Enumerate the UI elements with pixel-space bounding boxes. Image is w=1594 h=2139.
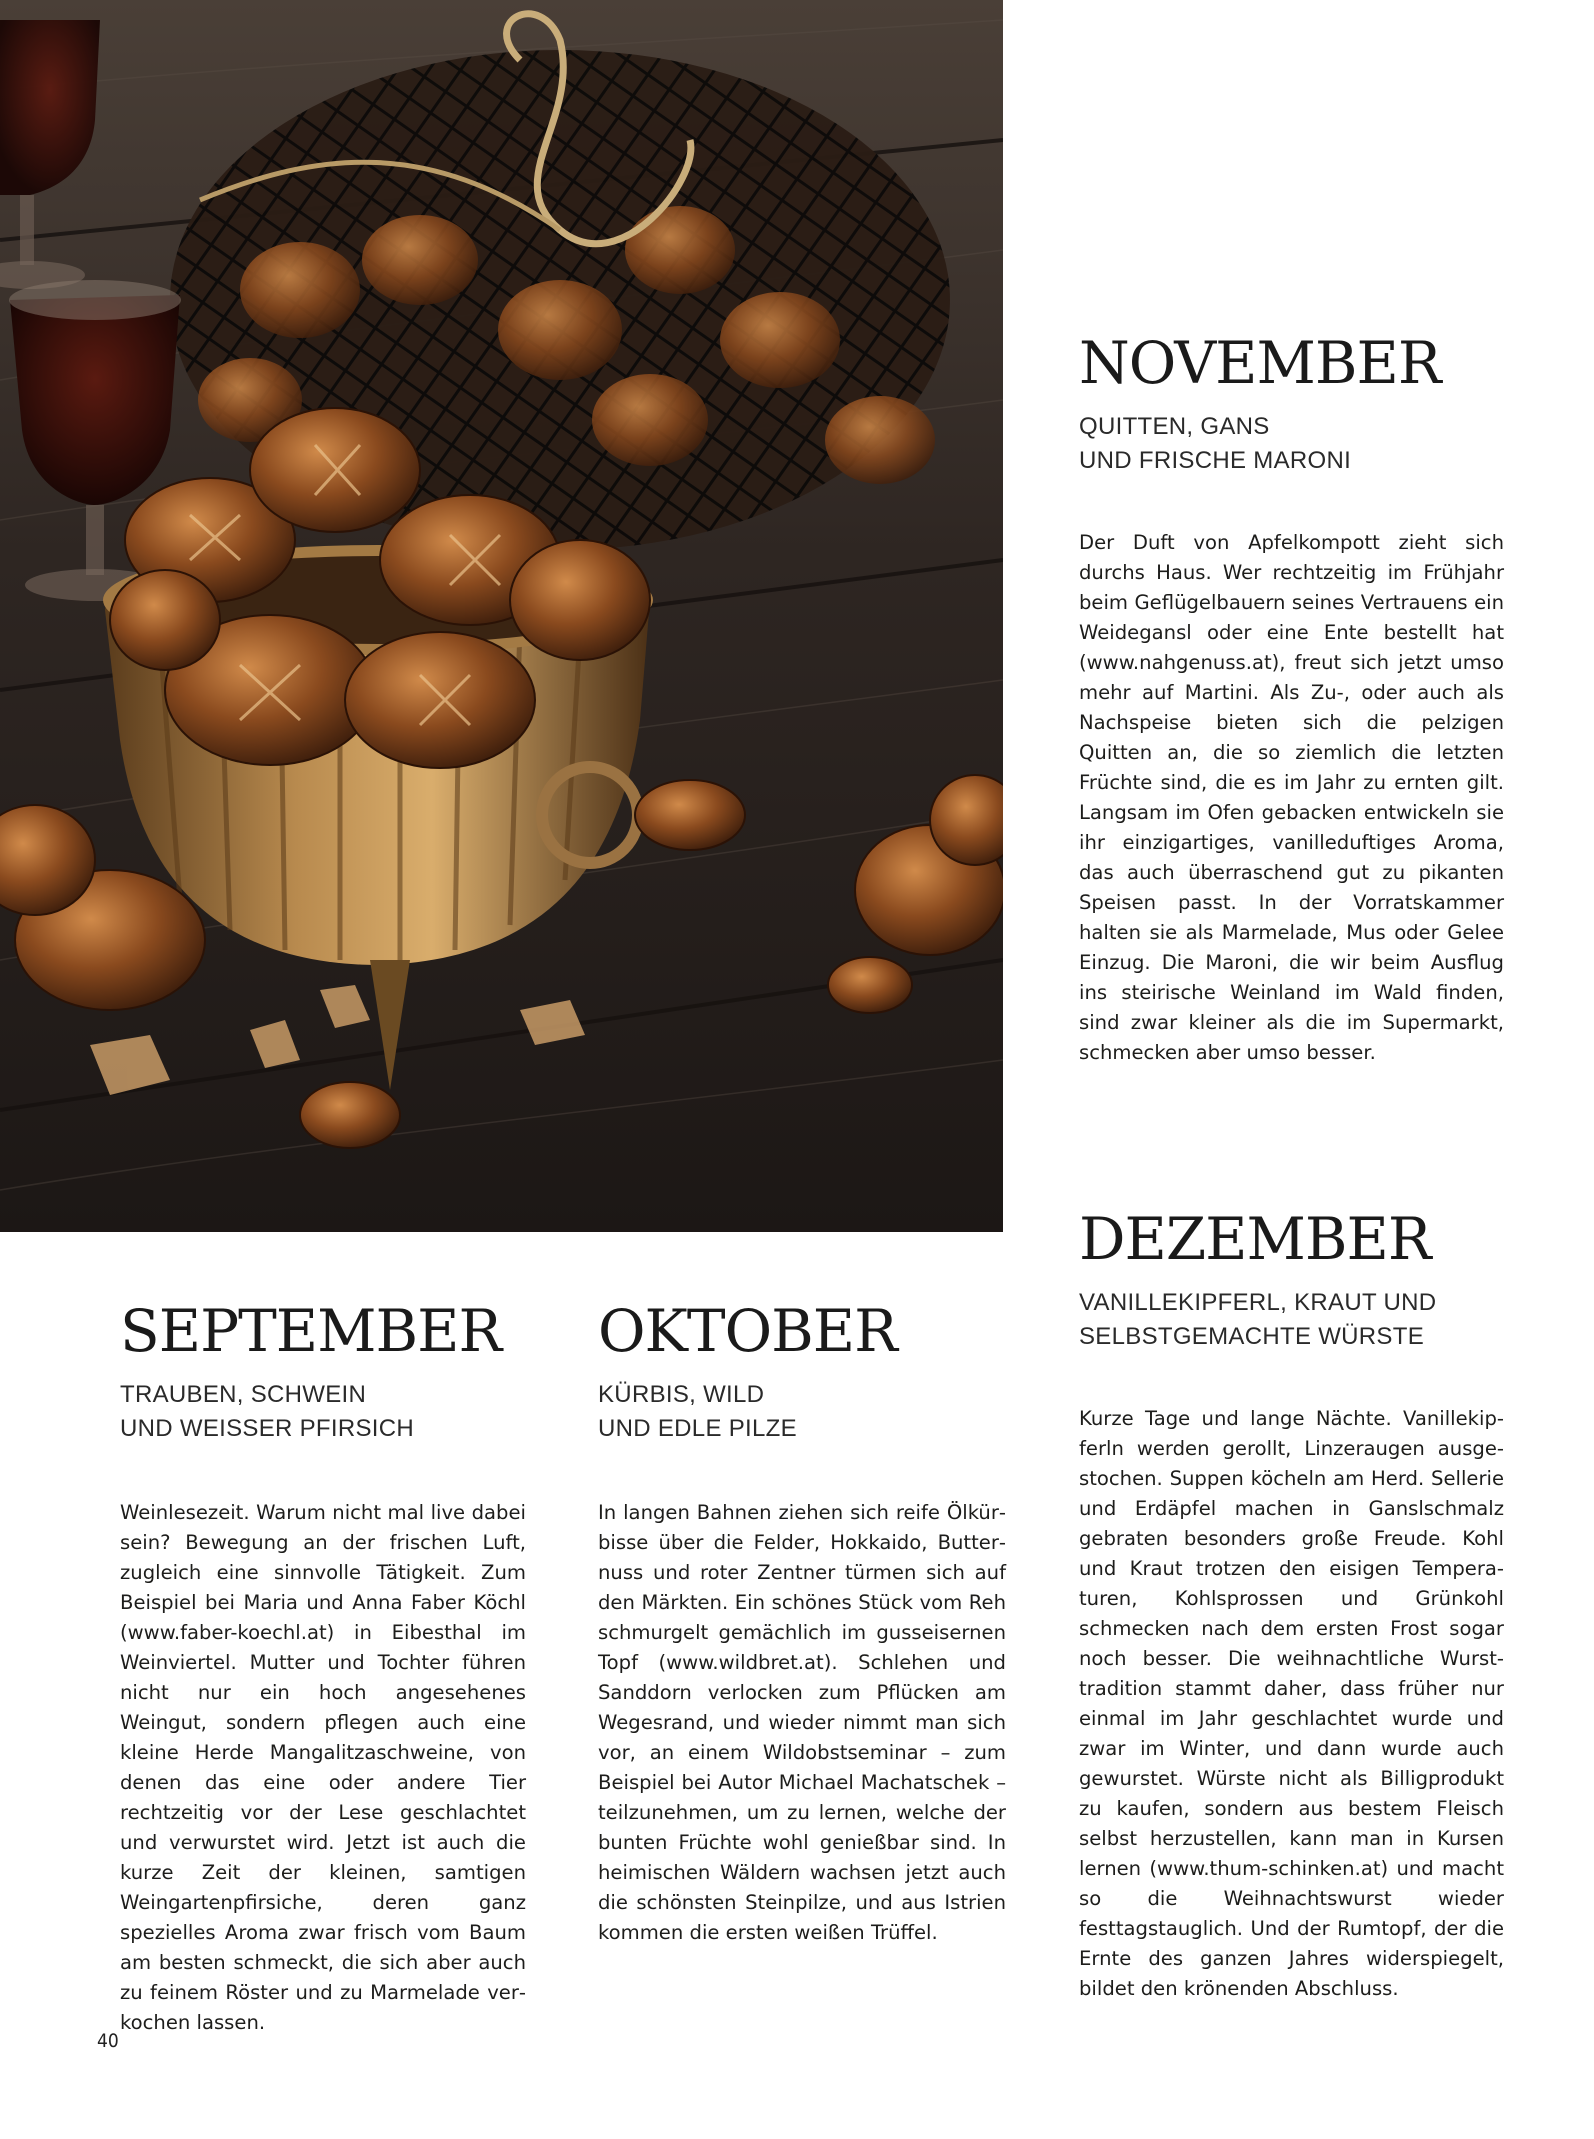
section-oktober (598, 1297, 1006, 1968)
september-title: SEPTEMBER (120, 1297, 502, 1365)
section-september (120, 1297, 526, 2058)
oktober-title: OKTOBER (598, 1297, 897, 1365)
page-number: 40 (97, 2030, 119, 2052)
september-subtitle-line-2: UND WEISSER PFIRSICH (120, 1415, 415, 1442)
november-subtitle-line-1: QUITTEN, GANS (1079, 413, 1270, 440)
september-subtitle (120, 1378, 526, 1446)
dezember-body: Kurze Tage und lange Nächte. Vanillekipferln werden gerollt, Linzeraugen ausgestochen. Suppen köcheln am Herd. Sellerie und Erdäpfel machen in Ganslschmalz gebraten besonders große Freude. Kohl und Kraut trotzen den eisigen Temperaturen, Kohlsprossen und Grünkohl schmecken nach dem ersten Frost sogar noch besser. Die weihnachtliche Wursttradition stammt daher, dass früher nur einmal im Jahr geschlachtet wurde und zwar im Winter, und dann wurde auch gewurstet. Würste nicht als Billigprodukt zu kaufen, sondern aus bestem Fleisch selbst herzustellen, kann man in Kursen lernen (www.thum-schinken.at) und macht so die Weihnachtswurst wieder festtagstauglich. Und der Rumtopf, der die Ernte des ganzen Jahres widerspiegelt, bildet den krönenden Abschluss. (1079, 1407, 1504, 2000)
november-subtitle (1079, 410, 1504, 478)
chestnut-bowl-photo (0, 0, 1003, 1232)
dezember-title: DEZEMBER (1079, 1205, 1431, 1273)
dezember-subtitle (1079, 1286, 1504, 1354)
oktober-subtitle (598, 1378, 1006, 1446)
dezember-subtitle-line-2: SELBSTGEMACHTE WÜRSTE (1079, 1323, 1425, 1350)
oktober-body: In langen Bahnen ziehen sich reife Ölkürbisse über die Felder, Hokkaido, Butternuss und roter Zentner türmen sich auf den Märkten. Ein schönes Stück vom Reh schmurgelt gemächlich im gusseisernen Topf (www.wildbret.at). Schlehen und Sanddorn verlocken zum Pflücken am Wegesrand, und wieder nimmt man sich vor, an einem Wildobstseminar – zum Beispiel bei Autor Michael Machatschek – teilzunehmen, um zu lernen, welche der bunten Früchte wohl genießbar sind. In heimischen Wäldern wachsen jetzt auch die schönsten Steinpilze, und aus Istrien kommen die ersten weißen Trüffel. (598, 1501, 1006, 1944)
november-body: Der Duft von Apfelkompott zieht sich durchs Haus. Wer rechtzeitig im Frühjahr beim Geflügelbauern seines Vertrauens ein Weidegansl oder eine Ente bestellt hat (www.nahgenuss.at), freut sich jetzt umso mehr auf Martini. Als Zu-, oder auch als Nachspeise bieten sich die pelzigen Quitten an, die so ziemlich die letzten Früchte sind, die es im Jahr zu ernten gilt. Langsam im Ofen gebacken entwickeln sie ihr einzigartiges, vanilleduftiges Aroma, das auch überraschend gut zu pikanten Speisen passt. In der Vorratskammer halten sie als Marmelade, Mus oder Gelee Einzug. Die Maroni, die wir beim Ausflug ins steirische Weinland im Wald finden, sind zwar kleiner als die im Supermarkt, schmecken aber umso besser. (1079, 531, 1504, 1064)
september-body: Weinlesezeit. Warum nicht mal live dabei sein? Bewegung an der frischen Luft, zugleich eine sinnvolle Tätigkeit. Zum Beispiel bei Maria und Anna Faber Köchl (www.faber-koechl.at) in Eibesthal im Weinviertel. Mutter und Tochter führen nicht nur ein hoch angesehenes Weingut, sondern pflegen auch eine kleine Herde Mangalitzaschweine, von denen das eine oder andere Tier rechtzeitig vor der Lese geschlachtet und verwurstet wird. Jetzt ist auch die kurze Zeit der kleinen, samtigen Weingartenpfirsiche, deren ganz spezielles Aroma zwar frisch vom Baum am besten schmeckt, die sich aber auch zu feinem Röster und zu Marmelade verkochen lassen. (120, 1501, 526, 2034)
section-dezember (1079, 1205, 1504, 2024)
november-title: NOVEMBER (1079, 329, 1441, 397)
oktober-subtitle-line-2: UND EDLE PILZE (598, 1415, 797, 1442)
dezember-subtitle-line-1: VANILLEKIPFERL, KRAUT UND (1079, 1289, 1437, 1316)
section-november (1079, 329, 1504, 1088)
oktober-subtitle-line-1: KÜRBIS, WILD (598, 1381, 765, 1408)
november-subtitle-line-2: UND FRISCHE MARONI (1079, 447, 1352, 474)
chestnut-photo-illustration (0, 0, 1003, 1232)
september-subtitle-line-1: TRAUBEN, SCHWEIN (120, 1381, 367, 1408)
